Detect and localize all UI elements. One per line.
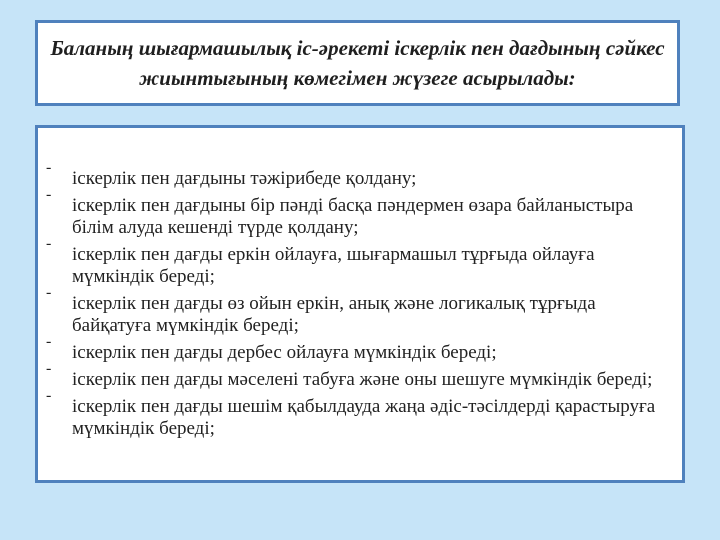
dash-bullet-icon: - — [46, 235, 52, 252]
list-item — [46, 284, 674, 337]
list-item — [46, 235, 674, 288]
dash-bullet-icon: - — [46, 387, 52, 404]
list-item-text: іскерлік пен дағды шешім қабылдауда жаңа әдіс-тәсілдерді қарастыруға мүмкіндік береді; — [72, 396, 656, 439]
dash-bullet-icon: - — [46, 284, 52, 301]
list-item-text: іскерлік пен дағды өз ойын еркін, анық және логикалық тұрғыда байқатуға мүмкіндік береді; — [72, 293, 596, 336]
list-item — [46, 159, 674, 190]
dash-bullet-icon: - — [46, 159, 52, 176]
dash-bullet-icon: - — [46, 333, 52, 350]
slide-title: Баланың шығармашылық іс-әрекеті іскерлік пен дағдының сәйкес жиынтығының көмегімен жүзеге асырылады: — [50, 36, 665, 90]
list-item-text: іскерлік пен дағды еркін ойлауға, шығармашыл тұрғыда ойлауға мүмкіндік береді; — [72, 244, 595, 287]
list-item-text: іскерлік пен дағды мәселені табуға және оны шешуге мүмкіндік береді; — [72, 369, 653, 390]
dash-bullet-icon: - — [46, 186, 52, 203]
list-item-text: іскерлік пен дағды дербес ойлауға мүмкіндік береді; — [72, 342, 497, 363]
list-item — [46, 387, 674, 440]
list-item-text: іскерлік пен дағдыны тәжірибеде қолдану; — [72, 168, 417, 189]
list-item — [46, 333, 674, 364]
list-item — [46, 186, 674, 239]
dash-bullet-icon: - — [46, 360, 52, 377]
title-box — [35, 20, 680, 106]
bullet-list — [46, 159, 674, 440]
list-item — [46, 360, 674, 391]
list-item-text: іскерлік пен дағдыны бір пәнді басқа пәндермен өзара байланыстыра білім алуда кешенді түрде қолдану; — [72, 195, 634, 238]
content-box — [35, 125, 685, 483]
